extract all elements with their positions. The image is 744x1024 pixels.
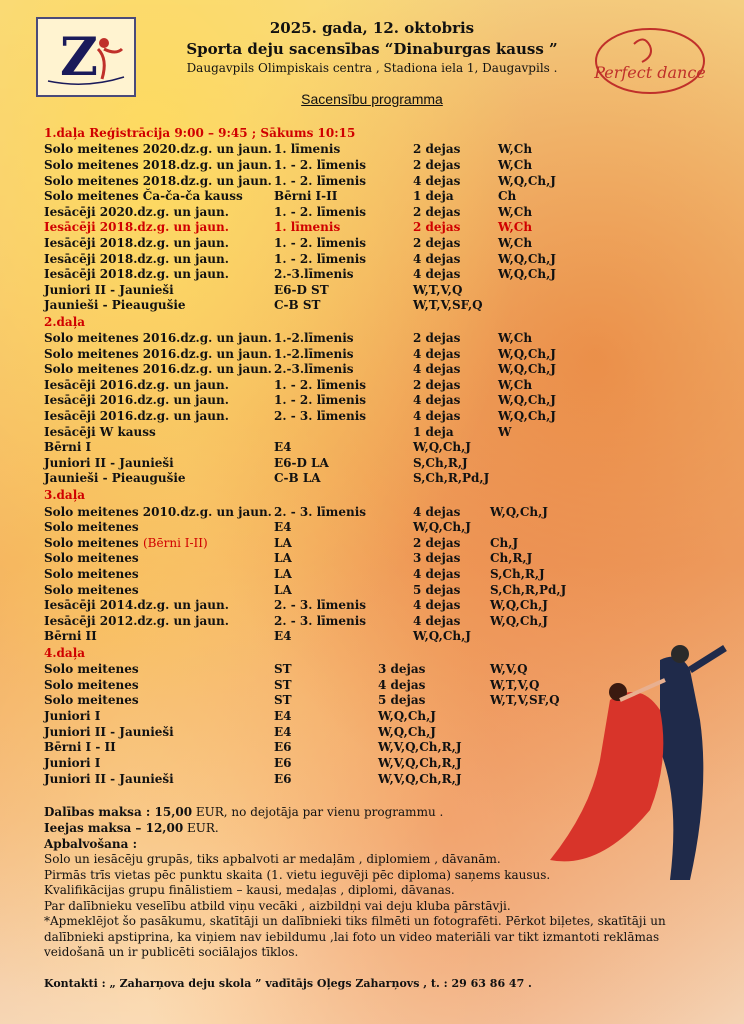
row-category: Juniori II - Jaunieši xyxy=(44,772,174,786)
row-level: 2.-3.līmenis xyxy=(274,267,354,281)
section-label: 2.daļa xyxy=(44,315,86,329)
program-row xyxy=(0,536,744,551)
program-row xyxy=(0,331,744,346)
row-dances: 4 dejas xyxy=(413,267,461,281)
program-row xyxy=(0,505,744,520)
program-row xyxy=(0,598,744,613)
row-category: Iesācēji 2016.dz.g. un jaun. xyxy=(44,378,229,392)
program-row xyxy=(0,440,744,455)
awards-line-2: Pirmās trīs vietas pēc punktu skaita (1. vietu ieguvēji pēc diploma) saņems kausus. xyxy=(44,868,551,882)
row-dances: 2 dejas xyxy=(413,158,461,172)
program-row xyxy=(0,378,744,393)
row-dance-list: W,Q,Ch,J xyxy=(498,267,556,281)
row-category: Iesācēji 2016.dz.g. un jaun. xyxy=(44,393,229,407)
row-dances: W,Q,Ch,J xyxy=(378,709,436,723)
row-dance-list: W,Q,Ch,J xyxy=(498,252,556,266)
row-category: Jaunieši - Pieaugušie xyxy=(44,471,186,485)
row-category: Juniori II - Jaunieši xyxy=(44,725,174,739)
row-dance-list: W,Q,Ch,J xyxy=(490,614,548,628)
svg-text:Z: Z xyxy=(60,27,98,88)
row-level: E4 xyxy=(274,520,292,534)
program-row xyxy=(0,252,744,267)
row-level: C-B LA xyxy=(274,471,321,485)
row-dances: 2 dejas xyxy=(413,142,461,156)
row-level: LA xyxy=(274,536,292,550)
row-dances: 4 dejas xyxy=(413,347,461,361)
program-row xyxy=(0,347,744,362)
row-category: Solo meitenes xyxy=(44,551,139,565)
row-category: Solo meitenes 2016.dz.g. un jaun. xyxy=(44,362,272,376)
row-category: Iesācēji 2018.dz.g. un jaun. xyxy=(44,220,229,234)
row-dances: 4 dejas xyxy=(413,614,461,628)
section-label: 1.daļa Reģistrācija 9:00 – 9:45 ; Sākums 10:15 xyxy=(44,126,356,140)
row-dances: 3 dejas xyxy=(378,662,426,676)
row-level: 2. - 3. līmenis xyxy=(274,505,367,519)
row-dances: W,V,Q,Ch,R,J xyxy=(378,756,462,770)
row-dance-list: W,Q,Ch,J xyxy=(498,347,556,361)
row-category: Solo meitenes 2016.dz.g. un jaun. xyxy=(44,347,272,361)
row-category: Solo meitenes 2010.dz.g. un jaun. xyxy=(44,505,272,519)
row-level: E6 xyxy=(274,740,292,754)
row-dance-list: S,Ch,R,J xyxy=(490,567,545,581)
row-category: Solo meitenes xyxy=(44,567,139,581)
row-level: 1. - 2. līmenis xyxy=(274,205,367,219)
program-row xyxy=(0,551,744,566)
row-level: E6-D ST xyxy=(274,283,329,297)
program-row xyxy=(0,189,744,204)
row-level: E4 xyxy=(274,709,292,723)
row-dance-list: Ch,R,J xyxy=(490,551,533,565)
row-level: LA xyxy=(274,551,292,565)
row-category: Solo meitenes Ča-ča-ča kauss xyxy=(44,189,243,203)
entry-rest: EUR. xyxy=(183,821,219,835)
row-category: Iesācēji 2020.dz.g. un jaun. xyxy=(44,205,229,219)
row-category: Bērni I - II xyxy=(44,740,116,754)
row-dance-list: W,Q,Ch,J xyxy=(490,598,548,612)
awards-label: Apbalvošana : xyxy=(44,837,138,851)
row-level: LA xyxy=(274,583,292,597)
program-row xyxy=(0,298,744,313)
row-dances: 5 dejas xyxy=(413,583,461,597)
row-level: 1.-2.līmenis xyxy=(274,331,354,345)
entry-line xyxy=(44,821,219,836)
row-level: 1. - 2. līmenis xyxy=(274,236,367,250)
row-level: LA xyxy=(274,567,292,581)
row-category: Solo meitenes xyxy=(44,536,139,550)
row-dances: 4 dejas xyxy=(413,393,461,407)
program-row xyxy=(0,583,744,598)
row-dance-list: W,Ch xyxy=(498,158,533,172)
row-dances: 1 deja xyxy=(413,189,454,203)
row-level: E4 xyxy=(274,725,292,739)
row-dances: W,Q,Ch,J xyxy=(378,725,436,739)
row-category: Solo meitenes 2016.dz.g. un jaun. xyxy=(44,331,272,345)
row-dances: 2 dejas xyxy=(413,205,461,219)
row-dance-list: W,Q,Ch,J xyxy=(498,393,556,407)
row-level: C-B ST xyxy=(274,298,321,312)
program-row xyxy=(0,471,744,486)
row-dance-list: W,Ch xyxy=(498,378,533,392)
program-row xyxy=(0,425,744,440)
row-dance-list: W,V,Q xyxy=(490,662,528,676)
row-dances: 2 dejas xyxy=(413,331,461,345)
row-category: Solo meitenes 2018.dz.g. un jaun. xyxy=(44,158,272,172)
row-level: 2.-3.līmenis xyxy=(274,362,354,376)
row-dances: S,Ch,R,Pd,J xyxy=(413,471,490,485)
awards-line-3: Kvalifikācijas grupu finālistiem – kausi, medaļas , diplomi, dāvanas. xyxy=(44,883,455,897)
program-row xyxy=(0,520,744,535)
event-date: 2025. gada, 12. oktobris xyxy=(269,19,475,37)
row-dance-list: S,Ch,R,Pd,J xyxy=(490,583,567,597)
row-level: 1. līmenis xyxy=(274,220,341,234)
row-category: Solo meitenes 2020.dz.g. un jaun. xyxy=(44,142,272,156)
event-venue: Daugavpils Olimpiskais centra , Stadiona iela 1, Daugavpils . xyxy=(186,61,558,75)
row-level: E4 xyxy=(274,440,292,454)
row-dance-list: W,Q,Ch,J xyxy=(498,362,556,376)
row-category: Juniori II - Jaunieši xyxy=(44,456,174,470)
program-row xyxy=(0,205,744,220)
row-level: 2. - 3. līmenis xyxy=(274,598,367,612)
entry-label: Ieejas maksa – 12,00 xyxy=(44,821,184,835)
row-category: Solo meitenes xyxy=(44,662,139,676)
row-level: 1. līmenis xyxy=(274,142,341,156)
row-dances: 4 dejas xyxy=(413,362,461,376)
row-dances: 4 dejas xyxy=(413,505,461,519)
row-level: E6 xyxy=(274,756,292,770)
row-dances: 4 dejas xyxy=(413,567,461,581)
row-dances: 4 dejas xyxy=(413,174,461,188)
program-row xyxy=(0,362,744,377)
row-category: Iesācēji 2014.dz.g. un jaun. xyxy=(44,598,229,612)
row-category: Iesācēji 2016.dz.g. un jaun. xyxy=(44,409,229,423)
row-dances: W,T,V,SF,Q xyxy=(413,298,483,312)
row-dances: 5 dejas xyxy=(378,693,426,707)
row-level: 2. - 3. līmenis xyxy=(274,614,367,628)
fee-rest: EUR, no dejotāja par vienu programmu . xyxy=(192,805,444,819)
row-dance-list: W,Ch xyxy=(498,220,533,234)
row-category: Iesācēji 2012.dz.g. un jaun. xyxy=(44,614,229,628)
section-label: 3.daļa xyxy=(44,488,86,502)
row-dances: W,V,Q,Ch,R,J xyxy=(378,772,462,786)
row-level: 1. - 2. līmenis xyxy=(274,158,367,172)
program-row xyxy=(0,393,744,408)
row-category: Juniori I xyxy=(44,756,101,770)
row-category: Jaunieši - Pieaugušie xyxy=(44,298,186,312)
row-category: Solo meitenes xyxy=(44,693,139,707)
row-dances: 2 dejas xyxy=(413,220,461,234)
row-dance-list: W,T,V,SF,Q xyxy=(490,693,560,707)
row-level: 1. - 2. līmenis xyxy=(274,174,367,188)
row-category: Bērni II xyxy=(44,629,97,643)
row-category: Juniori I xyxy=(44,709,101,723)
row-dance-list: W,Ch xyxy=(498,142,533,156)
row-dances: W,V,Q,Ch,R,J xyxy=(378,740,462,754)
dancers-illustration xyxy=(540,640,740,890)
responsibility-line: Par dalībnieku veselību atbild viņu vecāki , aizbildņi vai deju kluba pārstāvji. xyxy=(44,899,511,913)
row-dance-list: Ch,J xyxy=(490,536,519,550)
program-heading: Sacensību programma xyxy=(301,91,443,107)
program-row xyxy=(0,283,744,298)
row-dances: 4 dejas xyxy=(413,598,461,612)
row-category-note: (Bērni I-II) xyxy=(143,536,208,550)
program-row xyxy=(0,567,744,582)
row-dance-list: W,Q,Ch,J xyxy=(498,409,556,423)
program-row xyxy=(0,456,744,471)
awards-line-1: Solo un iesācēju grupās, tiks apbalvoti ar medaļām , diplomiem , dāvanām. xyxy=(44,852,501,866)
row-level: E4 xyxy=(274,629,292,643)
row-dances: W,T,V,Q xyxy=(413,283,463,297)
row-dances: 4 dejas xyxy=(378,678,426,692)
row-level: ST xyxy=(274,678,292,692)
row-level: Bērni I-II xyxy=(274,189,338,203)
fee-label: Dalības maksa : 15,00 xyxy=(44,805,193,819)
program-row xyxy=(0,236,744,251)
section-label: 4.daļa xyxy=(44,646,86,660)
right-logo-text: Perfect dance xyxy=(594,63,706,82)
row-dances: W,Q,Ch,J xyxy=(413,440,471,454)
program-row xyxy=(0,158,744,173)
media-notice-3: veidošanā un ir publicēti sociālajos tīklos. xyxy=(44,945,299,959)
row-category: Iesācēji 2018.dz.g. un jaun. xyxy=(44,267,229,281)
row-level: 1.-2.līmenis xyxy=(274,347,354,361)
row-level: 1. - 2. līmenis xyxy=(274,378,367,392)
contacts-line: Kontakti : „ Zaharņova deju skola ” vadītājs Oļegs Zaharņovs , t. : 29 63 86 47 . xyxy=(44,977,532,990)
row-dances: 3 dejas xyxy=(413,551,461,565)
row-dances: W,Q,Ch,J xyxy=(413,629,471,643)
row-level: 1. - 2. līmenis xyxy=(274,393,367,407)
program-row xyxy=(0,174,744,189)
row-level: E6 xyxy=(274,772,292,786)
row-dance-list: W,Q,Ch,J xyxy=(498,174,556,188)
row-category: Solo meitenes 2018.dz.g. un jaun. xyxy=(44,174,272,188)
row-level: 1. - 2. līmenis xyxy=(274,252,367,266)
row-category: Iesācēji 2018.dz.g. un jaun. xyxy=(44,252,229,266)
row-dances: W,Q,Ch,J xyxy=(413,520,471,534)
program-row xyxy=(0,267,744,282)
row-category: Solo meitenes xyxy=(44,583,139,597)
row-dances: 4 dejas xyxy=(413,409,461,423)
row-category: Iesācēji 2018.dz.g. un jaun. xyxy=(44,236,229,250)
event-title: Sporta deju sacensības “Dinaburgas kauss ” xyxy=(186,40,558,58)
program-row xyxy=(0,142,744,157)
row-dances: 1 deja xyxy=(413,425,454,439)
row-dance-list: W xyxy=(498,425,512,439)
program-row xyxy=(0,220,744,235)
row-dance-list: W,Ch xyxy=(498,236,533,250)
row-dance-list: W,Ch xyxy=(498,331,533,345)
row-level: 2. - 3. līmenis xyxy=(274,409,367,423)
row-category: Bērni I xyxy=(44,440,92,454)
row-category: Solo meitenes xyxy=(44,520,139,534)
row-dance-list: Ch xyxy=(498,189,517,203)
row-dance-list: W,T,V,Q xyxy=(490,678,540,692)
row-category: Iesācēji W kauss xyxy=(44,425,156,439)
row-category: Solo meitenes xyxy=(44,678,139,692)
media-notice-2: dalībnieki apstiprina, ka viņiem nav iebildumu ,lai foto un video materiāli var tikt izmantoti reklāmas xyxy=(44,930,660,944)
row-dances: 4 dejas xyxy=(413,252,461,266)
fee-line xyxy=(44,805,443,820)
row-dances: 2 dejas xyxy=(413,236,461,250)
row-dance-list: W,Q,Ch,J xyxy=(490,505,548,519)
row-level: E6-D LA xyxy=(274,456,329,470)
program-row xyxy=(0,614,744,629)
program-row xyxy=(0,409,744,424)
row-level: ST xyxy=(274,693,292,707)
row-category: Juniori II - Jaunieši xyxy=(44,283,174,297)
row-dances: 2 dejas xyxy=(413,378,461,392)
media-notice-1: *Apmeklējot šo pasākumu, skatītāji un dalībnieki tiks filmēti un fotografēti. Pērkot biļetes, skatītāji un xyxy=(44,914,666,928)
row-dance-list: W,Ch xyxy=(498,205,533,219)
row-dances: 2 dejas xyxy=(413,536,461,550)
row-dances: S,Ch,R,J xyxy=(413,456,468,470)
row-level: ST xyxy=(274,662,292,676)
